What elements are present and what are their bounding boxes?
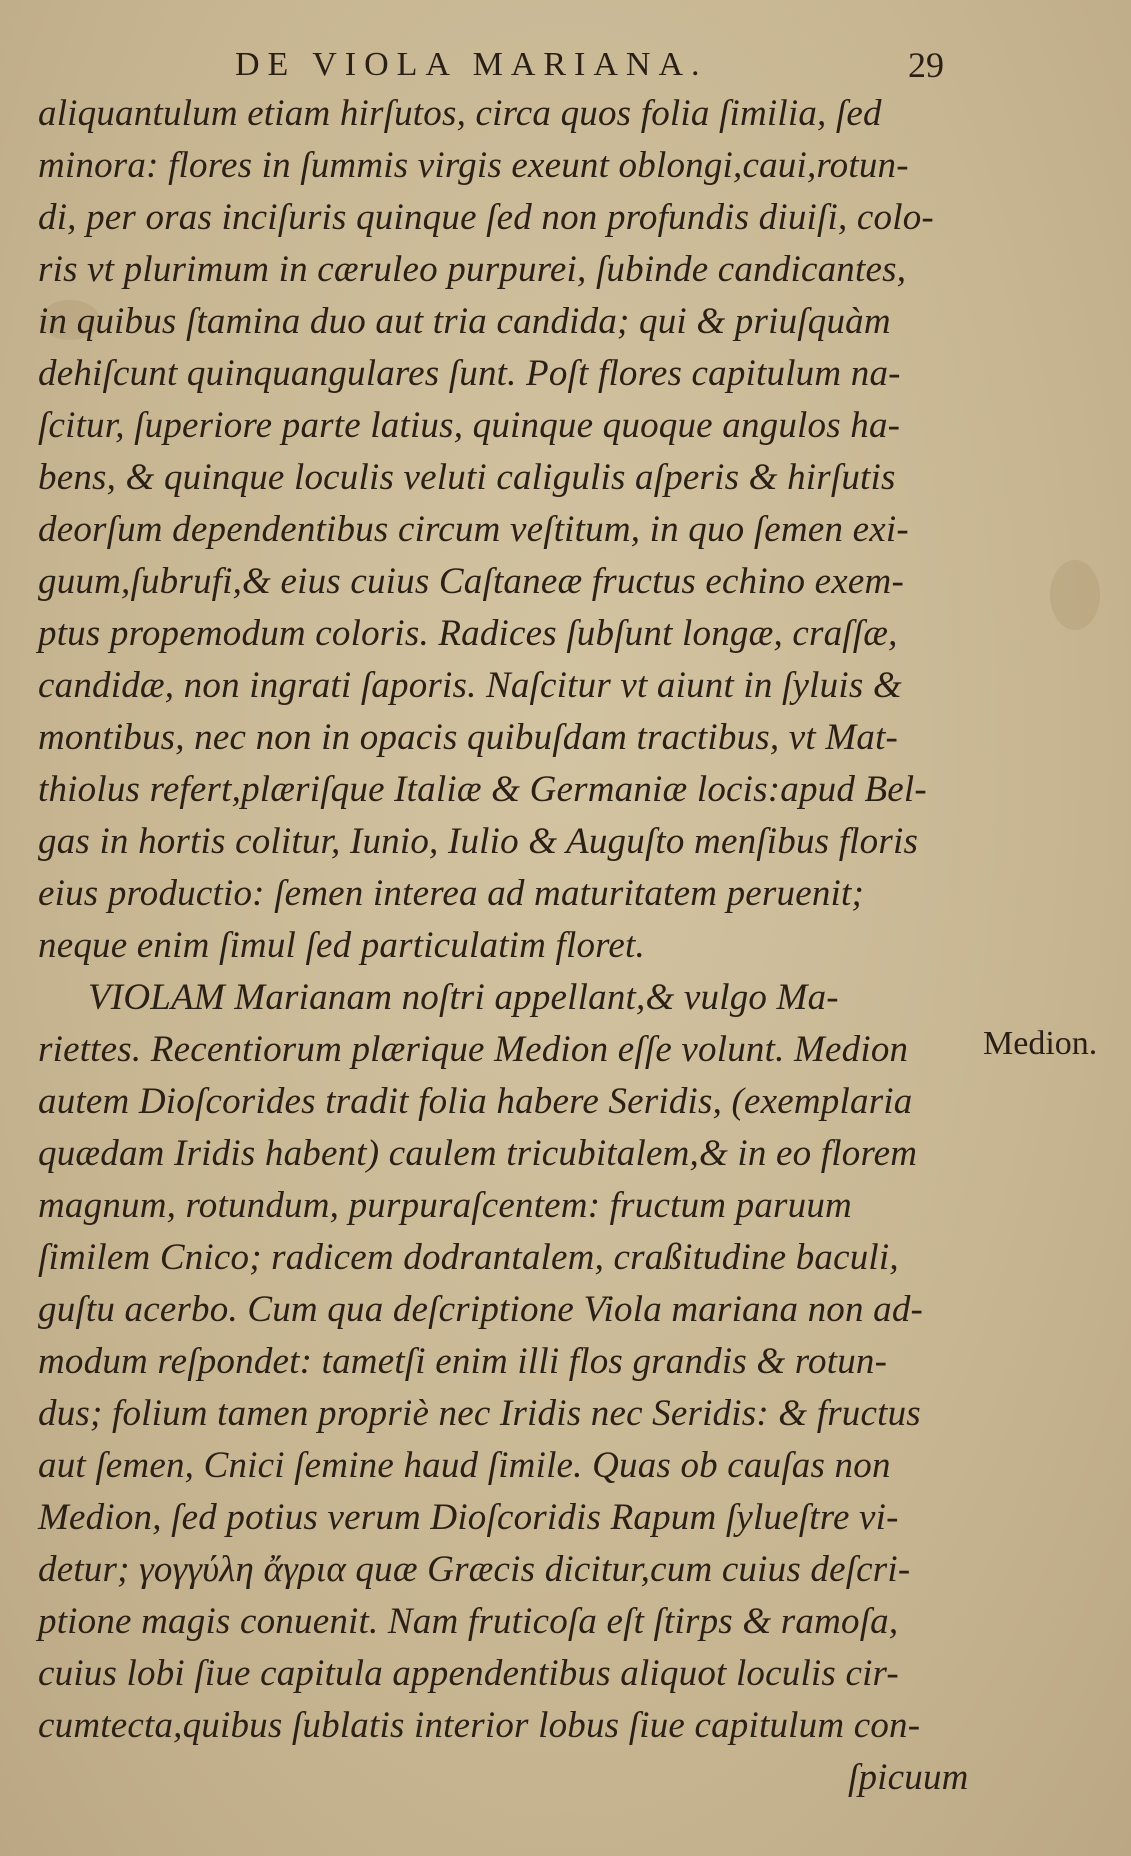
text-line: guum,ſubrufi,& eius cuius Caſtaneæ fructus echino exem- [38,561,904,602]
page-header [0,38,1131,88]
text-line: dus; folium tamen propriè nec Iridis nec Seridis: & fructus [38,1393,921,1434]
paper-stain [1050,560,1100,630]
paragraph-start-line: VIOLAM Marianam noſtri appellant,& vulgo Ma- [88,977,839,1018]
text-line: cuius lobi ſiue capitula appendentibus aliquot loculis cir- [38,1653,899,1694]
text-line: eius productio: ſemen interea ad maturitatem peruenit; [38,873,865,914]
text-line: ris vt plurimum in cæruleo purpurei, ſubinde candicantes, [38,249,907,290]
text-line: di, per oras inciſuris quinque ſed non profundis diuiſi, colo- [38,197,934,238]
text-line: gas in hortis colitur, Iunio, Iulio & Auguſto menſibus floris [38,821,919,862]
text-line: ſcitur, ſuperiore parte latius, quinque quoque angulos ha- [38,405,901,446]
text-line: ſimilem Cnico; radicem dodrantalem, craßitudine baculi, [38,1237,899,1278]
text-line: deorſum dependentibus circum veſtitum, in quo ſemen exi- [38,509,909,550]
text-line: ptione magis conuenit. Nam fruticoſa eſt ſtirps & ramoſa, [38,1601,899,1642]
text-line: quædam Iridis habent) caulem tricubitalem,& in eo florem [38,1133,918,1174]
text-line: bens, & quinque loculis veluti caligulis aſperis & hirſutis [38,457,896,498]
text-line: aut ſemen, Cnici ſemine haud ſimile. Quas ob cauſas non [38,1445,891,1486]
text-line: aliquantulum etiam hirſutos, circa quos folia ſimilia, ſed [38,93,882,134]
text-line: minora: flores in ſummis virgis exeunt oblongi,caui,rotun- [38,145,909,186]
margin-note: Medion. [983,1025,1098,1062]
text-line: neque enim ſimul ſed particulatim floret. [38,925,645,966]
catchword: ſpicuum [848,1757,969,1798]
text-line: autem Dioſcorides tradit folia habere Seridis, (exemplaria [38,1081,913,1122]
text-line: cumtecta,quibus ſublatis interior lobus ſiue capitulum con- [38,1705,921,1746]
text-line: guſtu acerbo. Cum qua deſcriptione Viola mariana non ad- [38,1289,924,1330]
text-line: thiolus refert,plæriſque Italiæ & Germaniæ locis:apud Bel- [38,769,927,810]
text-line: modum reſpondet: tametſi enim illi flos grandis & rotun- [38,1341,888,1382]
running-title: DE VIOLA MARIANA. [235,46,708,83]
text-line: Medion, ſed potius verum Dioſcoridis Rapum ſylueſtre vi- [38,1497,899,1538]
page-number: 29 [908,45,944,85]
text-line: detur; γογγύλη ἄγρια quæ Græcis dicitur,cum cuius deſcri- [38,1549,911,1590]
text-line: riettes. Recentiorum plærique Medion eſſe volunt. Medion [38,1029,909,1070]
text-line: montibus, nec non in opacis quibuſdam tractibus, vt Mat- [38,717,899,758]
text-line: dehiſcunt quinquangulares ſunt. Poſt flores capitulum na- [38,353,901,394]
body-text [38,88,978,1804]
text-line: ptus propemodum coloris. Radices ſubſunt longæ, craſſæ, [38,613,898,654]
text-line: magnum, rotundum, purpuraſcentem: fructum paruum [38,1185,852,1226]
text-line: in quibus ſtamina duo aut tria candida; qui & priuſquàm [38,301,891,342]
text-line: candidæ, non ingrati ſaporis. Naſcitur vt aiunt in ſyluis & [38,665,902,706]
